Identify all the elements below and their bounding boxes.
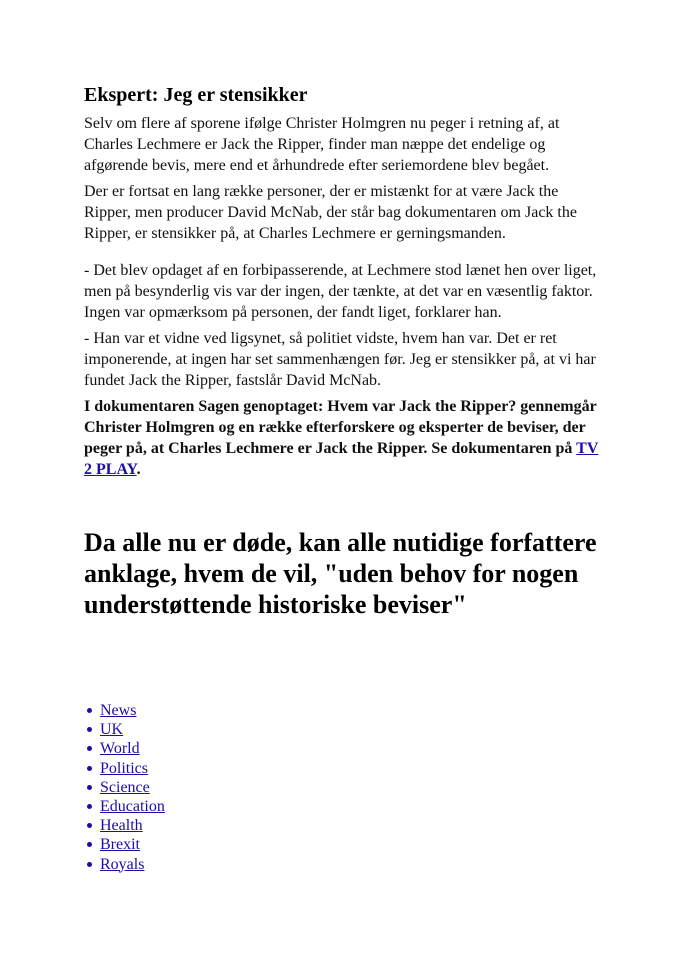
- closing-period: .: [136, 461, 141, 478]
- nav-link-uk[interactable]: UK: [100, 721, 124, 739]
- nav-item-uk: [84, 720, 165, 739]
- nav-link-education[interactable]: Education: [100, 797, 165, 815]
- nav-link-politics[interactable]: Politics: [100, 759, 149, 777]
- nav-item-politics: [84, 759, 165, 778]
- nav-item-science: [84, 778, 165, 797]
- closing-paragraph: [84, 396, 604, 480]
- bullet-icon: [87, 804, 92, 809]
- closing-text: I dokumentaren Sagen genoptaget: Hvem var Jack the Ripper? gennemgår Christer Holmgren og en række efterforskere og eksperter de beviser, der peger på, at Charles Lechmere er Jack the Ripper. Se dokumentaren på: [84, 398, 597, 457]
- article-paragraph-1: Selv om flere af sporene ifølge Christer Holmgren nu peger i retning af, at Charles Lechmere er Jack the Ripper, finder man næppe det endelige og afgørende bevis, mere end et århundrede efter seriemordene blev begået.: [84, 115, 560, 174]
- nav-link-brexit[interactable]: Brexit: [100, 836, 140, 854]
- nav-item-education: [84, 797, 165, 816]
- nav-item-news: [84, 701, 165, 720]
- bullet-icon: [87, 727, 92, 732]
- nav-link-royals[interactable]: Royals: [100, 855, 145, 873]
- bullet-icon: [87, 785, 92, 790]
- bullet-icon: [87, 766, 92, 771]
- article-paragraph-4: - Han var et vidne ved ligsynet, så politiet vidste, hvem han var. Det er ret imponerende, at ingen har set sammenhængen før. Jeg er stensikker på, at vi har fundet Jack the Ripper, fastslår David McNab.: [84, 330, 596, 389]
- nav-link-list: [84, 701, 165, 874]
- bullet-icon: [87, 842, 92, 847]
- nav-link-science[interactable]: Science: [100, 778, 150, 796]
- nav-link-health[interactable]: Health: [100, 817, 143, 835]
- nav-item-royals: [84, 855, 165, 874]
- article-paragraph-3: - Det blev opdaget af en forbipasserende, at Lechmere stod lænet hen over liget, men på besynderlig vis var der ingen, der tænkte, at det var en væsentlig faktor. Ingen var opmærksom på personen, der fandt liget, forklarer han.: [84, 262, 597, 321]
- headline: Da alle nu er døde, kan alle nutidige forfattere anklage, hvem de vil, "uden behov for nogen understøttende historiske beviser": [84, 528, 597, 619]
- tv2-play-link[interactable]: TV 2 PLAY: [84, 440, 599, 478]
- bullet-icon: [87, 862, 92, 867]
- nav-item-health: [84, 816, 165, 835]
- nav-item-world: [84, 739, 165, 758]
- section-heading: Ekspert: Jeg er stensikker: [84, 84, 308, 106]
- nav-link-news[interactable]: News: [100, 702, 137, 719]
- article-body: [84, 83, 604, 485]
- bullet-icon: [87, 746, 92, 751]
- article-paragraph-2: Der er fortsat en lang række personer, der er mistænkt for at være Jack the Ripper, men producer David McNab, der står bag dokumentaren om Jack the Ripper, er stensikker på, at Charles Lechmere er gerningsmanden.: [84, 183, 577, 242]
- bullet-icon: [87, 708, 92, 713]
- nav-link-world[interactable]: World: [100, 740, 140, 758]
- bullet-icon: [87, 823, 92, 828]
- nav-item-brexit: [84, 835, 165, 854]
